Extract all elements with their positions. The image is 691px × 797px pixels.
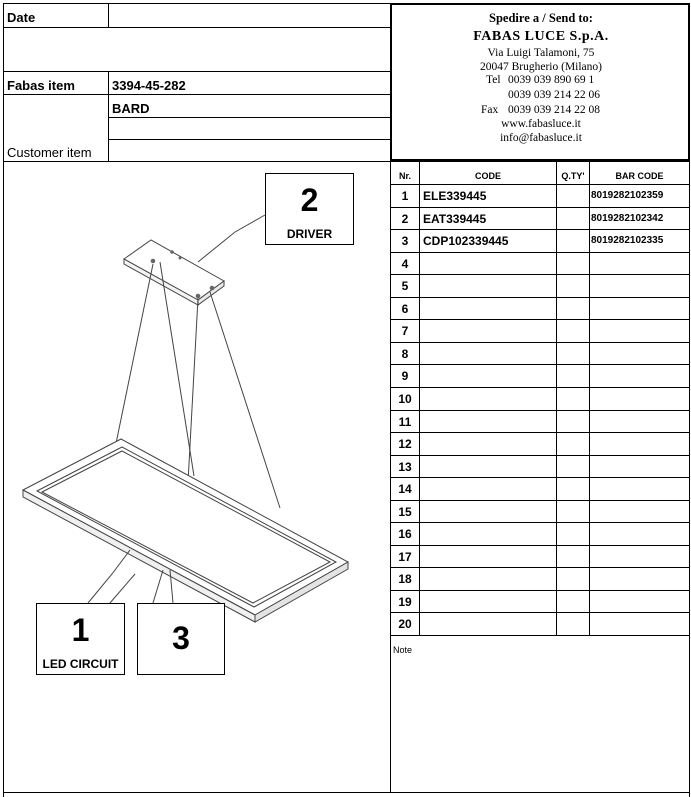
- grid-line: [108, 139, 390, 140]
- canopy-screw: [179, 257, 182, 260]
- date-label: Date: [7, 10, 36, 25]
- led-frame: [23, 439, 348, 615]
- canopy-screw: [170, 250, 174, 254]
- table-row-line: [390, 297, 690, 298]
- col-header-qty: Q.TY': [561, 171, 585, 181]
- table-row-line: [390, 207, 690, 208]
- row-number: 9: [401, 369, 409, 383]
- suspension-cable: [210, 292, 280, 508]
- item-code: 3394-45-282: [112, 78, 186, 93]
- row-barcode: 8019282102342: [591, 213, 664, 224]
- row-number: 12: [398, 437, 412, 451]
- row-number: 16: [398, 527, 412, 541]
- row-number: 13: [398, 460, 412, 474]
- email-link[interactable]: info@fabasluce.it: [500, 132, 582, 144]
- table-row-line: [390, 522, 690, 523]
- table-row-line: [390, 229, 690, 230]
- leader-line: [88, 550, 130, 603]
- table-row-line: [390, 274, 690, 275]
- leader-line: [110, 574, 135, 603]
- canopy-screw: [196, 294, 201, 299]
- grid-line: [108, 71, 109, 161]
- grid-line: [108, 117, 390, 118]
- fabas-item-label: Fabas item: [7, 78, 75, 93]
- callout-label: LED CIRCUIT: [42, 657, 119, 671]
- grid-line: [3, 94, 390, 95]
- table-row-line: [390, 567, 690, 568]
- callout-number: 3: [172, 620, 190, 656]
- address-title: Spedire a / Send to:: [489, 11, 593, 25]
- lamp-drawing: [0, 162, 390, 792]
- table-row-line: [390, 477, 690, 478]
- row-number: 6: [401, 302, 409, 316]
- address-street: Via Luigi Talamoni, 75: [487, 47, 595, 59]
- row-number: 20: [398, 617, 412, 631]
- address-city: 20047 Brugherio (Milano): [479, 61, 602, 73]
- row-number: 5: [401, 279, 409, 293]
- row-number: 10: [398, 392, 412, 406]
- table-row-line: [390, 432, 690, 433]
- row-code: EAT339445: [423, 212, 487, 226]
- fax-label: Fax: [481, 104, 499, 116]
- table-row-line: [390, 500, 690, 501]
- row-number: 17: [398, 550, 412, 564]
- table-row-line: [390, 590, 690, 591]
- tel-number-2: 0039 039 214 22 06: [508, 89, 600, 101]
- row-barcode: 8019282102335: [591, 235, 664, 246]
- row-number: 14: [398, 482, 412, 496]
- company-name: FABAS LUCE S.p.A.: [473, 29, 609, 44]
- canopy-screw: [151, 259, 156, 264]
- leader-line: [198, 215, 265, 262]
- table-row-line: [390, 387, 690, 388]
- table-row-line: [390, 364, 690, 365]
- table-row-line: [390, 342, 690, 343]
- col-header-code: CODE: [474, 171, 501, 181]
- grid-line: [3, 27, 390, 28]
- tel-label: Tel: [486, 74, 501, 86]
- col-header-barcode: BAR CODE: [615, 171, 664, 181]
- callout-led-circuit: [36, 603, 125, 675]
- callout-number: 1: [71, 612, 90, 648]
- canopy-screw: [210, 286, 215, 291]
- tel-number-1: 0039 039 890 69 1: [508, 74, 595, 86]
- row-number: 4: [401, 257, 409, 271]
- table-row-line: [390, 635, 690, 636]
- table-col-line: [419, 161, 420, 635]
- table-col-line: [589, 161, 590, 635]
- callout-label: DRIVER: [286, 227, 333, 241]
- callout-number: 2: [300, 182, 319, 218]
- table-row-line: [390, 184, 690, 185]
- grid-line: [108, 3, 109, 27]
- table-row-line: [390, 545, 690, 546]
- table-row-line: [390, 410, 690, 411]
- row-number: 1: [401, 189, 409, 203]
- table-row-line: [390, 455, 690, 456]
- table-row-line: [390, 612, 690, 613]
- note-label: Note: [393, 645, 413, 655]
- row-number: 8: [401, 347, 409, 361]
- row-number: 11: [398, 415, 412, 429]
- row-barcode: 8019282102359: [591, 190, 664, 201]
- row-number: 19: [398, 595, 412, 609]
- table-col-line: [556, 161, 557, 635]
- row-number: 3: [401, 234, 409, 248]
- row-number: 18: [398, 572, 412, 586]
- leader-line: [153, 570, 163, 603]
- callout-part-3: [137, 603, 225, 675]
- item-name: BARD: [112, 101, 150, 116]
- website-link[interactable]: www.fabasluce.it: [501, 118, 581, 130]
- bottom-rule: [3, 792, 690, 793]
- callout-driver: [265, 173, 354, 245]
- row-code: ELE339445: [423, 189, 487, 203]
- row-number: 15: [398, 505, 412, 519]
- row-number: 2: [401, 212, 409, 226]
- col-header-nr: Nr.: [398, 171, 411, 181]
- customer-item-label: Customer item: [7, 145, 92, 160]
- table-row-line: [390, 252, 690, 253]
- row-number: 7: [401, 324, 409, 338]
- fax-number: 0039 039 214 22 08: [508, 104, 600, 116]
- grid-line: [3, 71, 390, 72]
- row-code: CDP102339445: [423, 234, 509, 248]
- table-row-line: [390, 319, 690, 320]
